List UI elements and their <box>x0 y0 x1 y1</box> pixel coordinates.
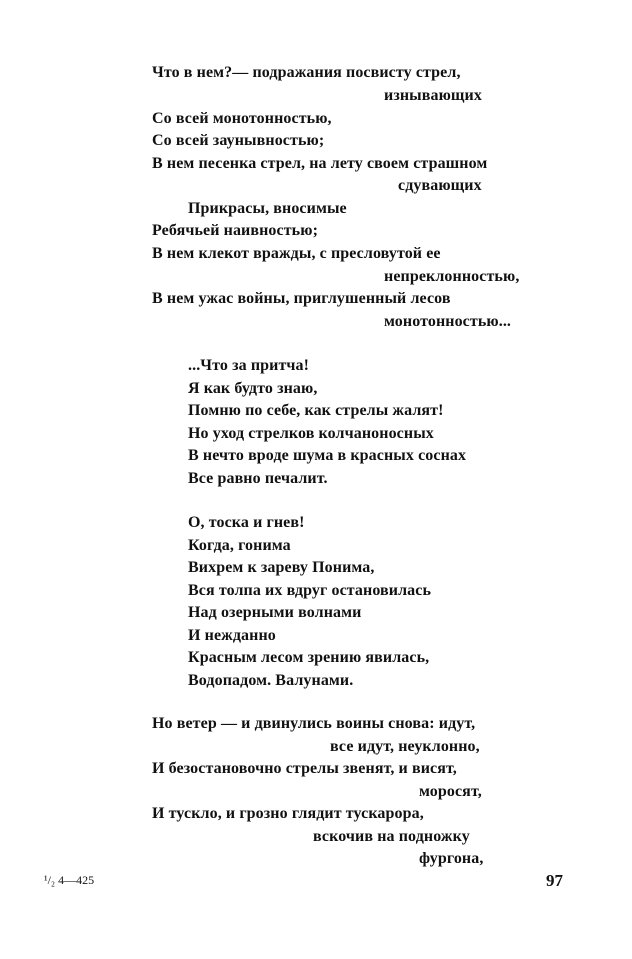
poem-line: Прикрасы, вносимые <box>188 200 347 217</box>
poem-line: изнывающих <box>384 87 482 104</box>
poem-line: И тускло, и грозно глядит тускарора, <box>152 805 424 822</box>
poem-line: вскочив на подножку <box>313 828 470 845</box>
poem-line: Водопадом. Валунами. <box>188 672 354 689</box>
poem-line: Красным лесом зрению явилась, <box>188 649 430 666</box>
poem-line: В нем клекот вражды, с пресловутой ее <box>152 245 441 262</box>
poem-line: Вся толпа их вдруг остановилась <box>188 582 432 599</box>
poem-line: И нежданно <box>188 627 276 644</box>
poem-line: Когда, гонима <box>188 537 291 554</box>
poem-line: Помню по себе, как стрелы жалят! <box>188 402 444 419</box>
poem-line: Со всей монотонностью, <box>152 110 332 127</box>
poem-line: Вихрем к зареву Понима, <box>188 559 375 576</box>
poem-line: В нечто вроде шума в красных соснах <box>188 447 467 464</box>
printer-signature: ¹/₂ 4—425 <box>44 873 95 887</box>
poem-line: монотонностью... <box>384 313 512 330</box>
poem-line: Что в нем?— подражания посвисту стрел, <box>152 64 461 81</box>
poem-line: ...Что за притча! <box>188 357 310 374</box>
poem-line: В нем ужас войны, приглушенный лесов <box>152 290 451 307</box>
poem-line: Ребячьей наивностью; <box>152 222 318 239</box>
poem-line: О, тоска и гнев! <box>188 514 305 531</box>
poem-line: моросят, <box>419 783 482 800</box>
page-number: 97 <box>546 871 563 890</box>
poem-line: все идут, неуклонно, <box>330 738 480 755</box>
poem-line: Я как будто знаю, <box>188 380 318 397</box>
poem-line: Все равно печалит. <box>188 470 328 487</box>
poem-line: Но ветер — и двинулись воины снова: идут, <box>152 715 476 732</box>
poem-line: сдувающих <box>398 177 482 194</box>
poem-line: фургона, <box>419 850 484 867</box>
poem-line: непреклонностью, <box>384 268 520 285</box>
poem-line: В нем песенка стрел, на лету своем страшном <box>152 155 488 172</box>
poem-line: Со всей заунывностью; <box>152 132 325 149</box>
poem-line: И безостановочно стрелы звенят, и висят, <box>152 760 457 777</box>
poem-line: Над озерными волнами <box>188 604 362 621</box>
poem-line: Но уход стрелков колчаноносных <box>188 425 434 442</box>
